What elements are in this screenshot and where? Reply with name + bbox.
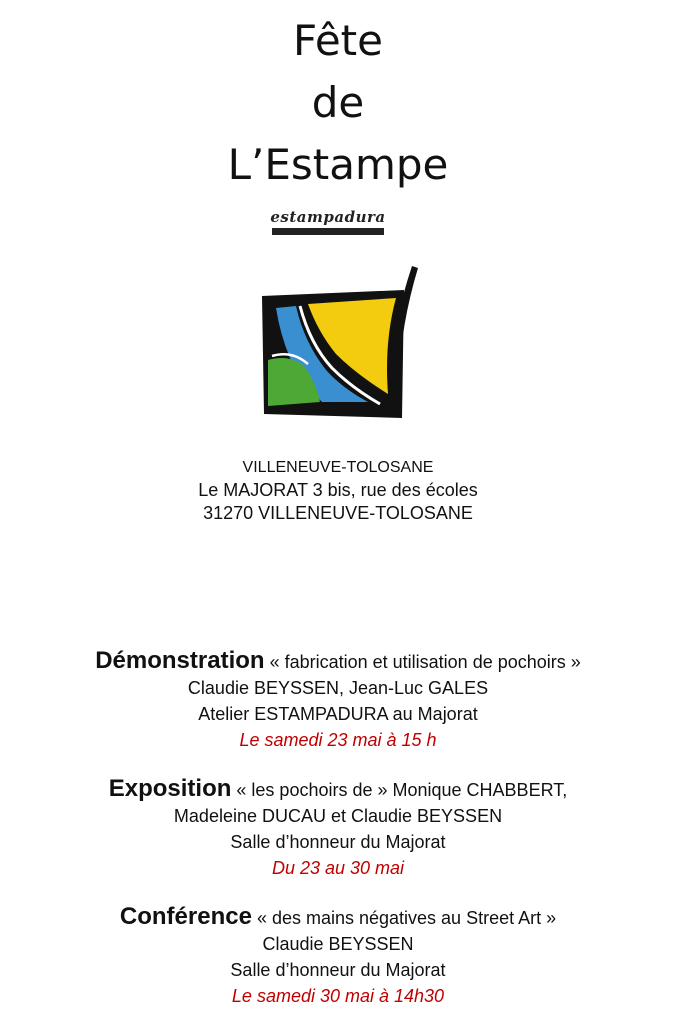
event-place: Atelier ESTAMPADURA au Majorat (198, 704, 478, 724)
event-description: « fabrication et utilisation de pochoirs » (264, 652, 581, 672)
estampadura-logo-text: estampadura (270, 208, 386, 226)
address-block (0, 456, 676, 525)
event-kind: Conférence (119, 903, 252, 930)
event-heading (0, 904, 676, 931)
title-line-1: Fête (292, 16, 383, 65)
event-place: Salle d’honneur du Majorat (230, 960, 446, 980)
event-kind: Démonstration (95, 647, 265, 674)
event-description: « les pochoirs de » Monique CHABBERT, (231, 780, 568, 800)
estampadura-emblem (256, 262, 420, 422)
event-heading (0, 776, 676, 803)
event-kind: Exposition (108, 775, 232, 802)
event-place: Salle d’honneur du Majorat (230, 832, 446, 852)
event-date: Le samedi 30 mai à 14h30 (231, 986, 445, 1006)
title-line-3: L’Estampe (227, 140, 449, 189)
address-venue: Le MAJORAT 3 bis, rue des écoles (198, 480, 478, 500)
event-exposition (0, 776, 676, 881)
event-heading (0, 648, 676, 675)
estampadura-logo-bar (272, 228, 384, 235)
estampadura-logo (264, 208, 392, 236)
event-date: Le samedi 23 mai à 15 h (239, 730, 437, 750)
title-line-2: de (311, 78, 365, 127)
event-people: Claudie BEYSSEN (262, 934, 414, 954)
event-description: « des mains négatives au Street Art » (251, 908, 557, 928)
event-demonstration (0, 648, 676, 753)
event-date: Du 23 au 30 mai (271, 858, 405, 878)
event-conference (0, 904, 676, 1009)
event-people: Madeleine DUCAU et Claudie BEYSSEN (173, 806, 503, 826)
address-town: VILLENEUVE-TOLOSANE (242, 459, 434, 476)
address-postal: 31270 VILLENEUVE-TOLOSANE (203, 503, 473, 523)
event-people: Claudie BEYSSEN, Jean-Luc GALES (187, 678, 489, 698)
poster-title (0, 10, 676, 196)
